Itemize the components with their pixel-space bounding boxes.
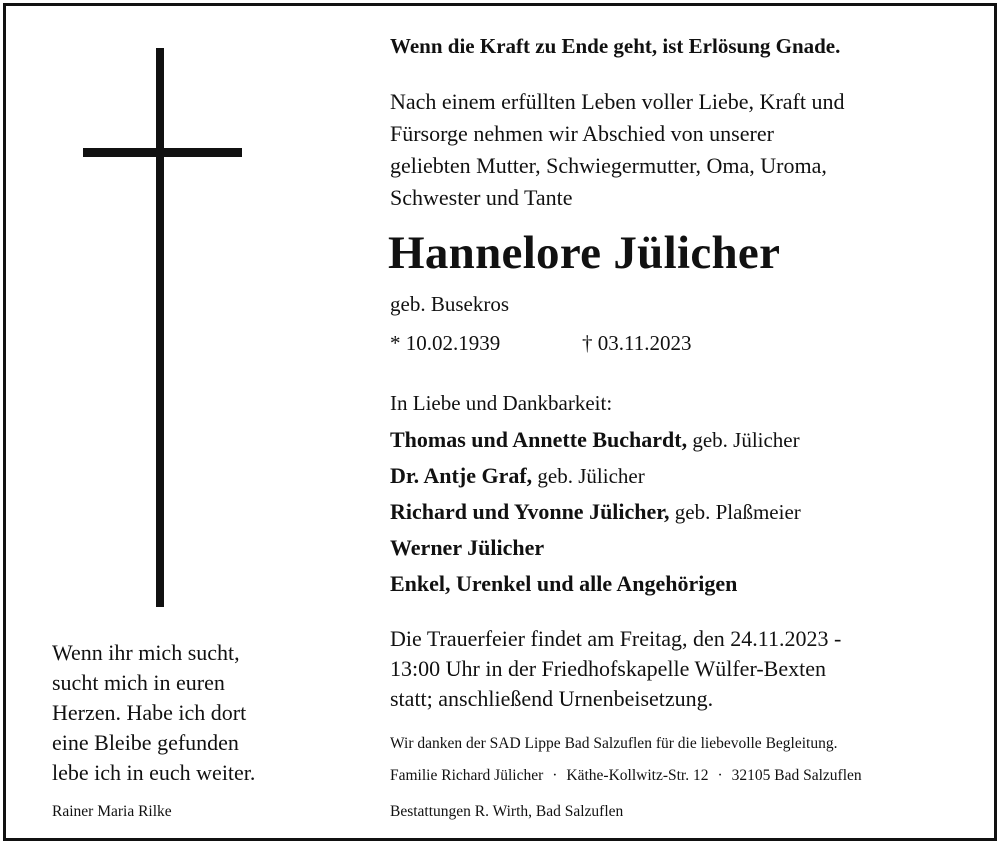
mourner-note: geb. Jülicher xyxy=(537,464,645,488)
deceased-name: Hannelore Jülicher xyxy=(388,227,781,279)
poem-line: lebe ich in euch weiter. xyxy=(52,760,256,785)
cross-horizontal-bar xyxy=(83,148,242,157)
mourner-row xyxy=(390,422,801,458)
contact-city: 32105 Bad Salzuflen xyxy=(731,767,862,784)
mourner-name: Thomas und Annette Buchardt, xyxy=(390,427,688,452)
mourners-title: In Liebe und Dankbarkeit: xyxy=(390,391,613,415)
mourner-row xyxy=(390,566,801,602)
mourner-row xyxy=(390,530,801,566)
headline: Wenn die Kraft zu Ende geht, ist Erlösung Gnade. xyxy=(390,34,841,58)
poem xyxy=(52,638,352,788)
maiden-name: geb. Busekros xyxy=(390,292,509,316)
ceremony-line: Die Trauerfeier findet am Freitag, den 24.11.2023 - xyxy=(390,626,842,651)
mourner-note: geb. Jülicher xyxy=(692,428,800,452)
cross-vertical-bar xyxy=(156,48,164,607)
intro-line: Schwester und Tante xyxy=(390,185,573,210)
birth-date: * 10.02.1939 xyxy=(390,331,501,355)
mourner-name: Enkel, Urenkel und alle Angehörigen xyxy=(390,571,738,596)
mourner-row xyxy=(390,458,801,494)
intro-text xyxy=(390,86,970,214)
contact-family: Familie Richard Jülicher xyxy=(390,767,544,784)
poem-line: sucht mich in euren xyxy=(52,670,225,695)
mourner-note: geb. Plaßmeier xyxy=(674,500,801,524)
contact-street: Käthe-Kollwitz-Str. 12 xyxy=(566,767,709,784)
mourner-name: Dr. Antje Graf, xyxy=(390,463,533,488)
thanks-note: Wir danken der SAD Lippe Bad Salzuflen für die liebevolle Begleitung. xyxy=(390,735,838,752)
intro-line: Fürsorge nehmen wir Abschied von unserer xyxy=(390,121,774,146)
contact-address xyxy=(390,767,862,785)
poem-line: Wenn ihr mich sucht, xyxy=(52,640,240,665)
ceremony-line: 13:00 Uhr in der Friedhofskapelle Wülfer-Bexten xyxy=(390,656,826,681)
poet-name: Rainer Maria Rilke xyxy=(52,803,172,820)
undertaker: Bestattungen R. Wirth, Bad Salzuflen xyxy=(390,803,624,820)
separator-dot: · xyxy=(717,767,723,784)
mourner-name: Richard und Yvonne Jülicher, xyxy=(390,499,670,524)
mourner-name: Werner Jülicher xyxy=(390,535,545,560)
ceremony-line: statt; anschließend Urnenbeisetzung. xyxy=(390,686,714,711)
intro-line: Nach einem erfüllten Leben voller Liebe, Kraft und xyxy=(390,89,845,114)
ceremony-info xyxy=(390,624,990,714)
mourners-list xyxy=(390,422,801,602)
intro-line: geliebten Mutter, Schwiegermutter, Oma, Uroma, xyxy=(390,153,827,178)
mourner-row xyxy=(390,494,801,530)
separator-dot: · xyxy=(552,767,558,784)
poem-line: eine Bleibe gefunden xyxy=(52,730,239,755)
death-date: † 03.11.2023 xyxy=(582,331,692,355)
poem-line: Herzen. Habe ich dort xyxy=(52,700,247,725)
